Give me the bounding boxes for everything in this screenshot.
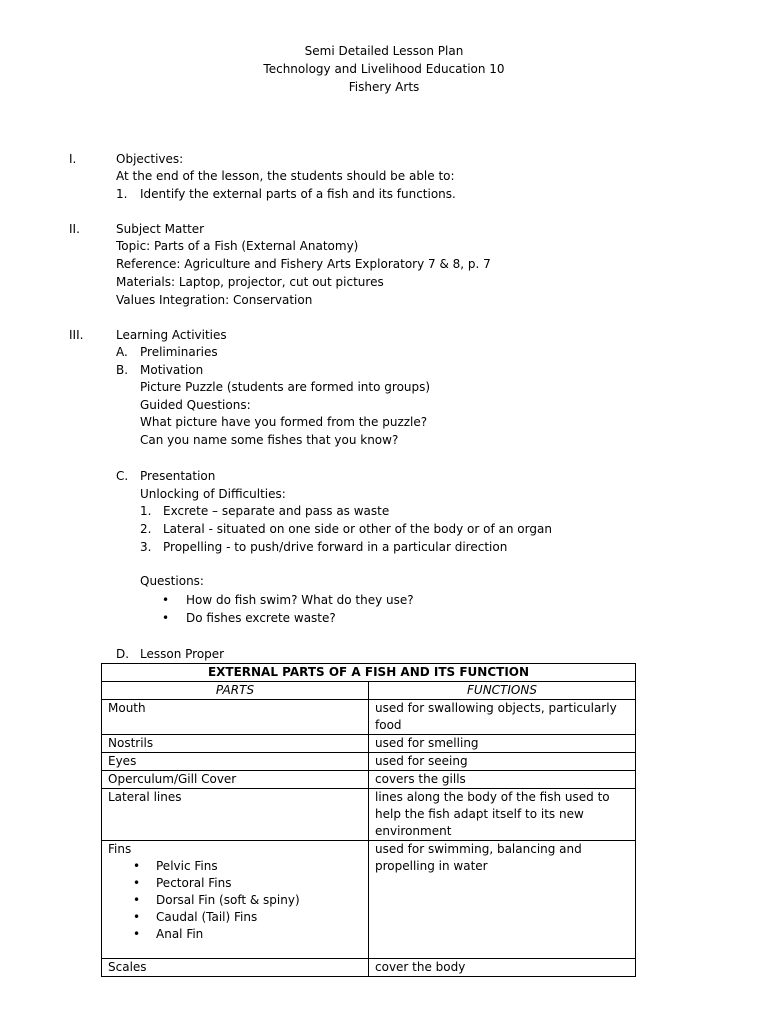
objective-number: 1. [116,187,128,201]
table-header-row [102,682,636,700]
fish-parts-table [101,663,636,977]
activity-letter-b: B. [116,363,129,377]
table-row [102,959,636,977]
part-cell: Operculum/Gill Cover [102,771,369,789]
difficulty-item: Lateral - situated on one side or other of the body or of an organ [163,522,552,536]
activity-preliminaries: Preliminaries [140,345,218,359]
activity-presentation: Presentation [140,469,216,483]
question-item: Do fishes excrete waste? [186,611,336,625]
activity-letter-d: D. [116,647,130,661]
subject-topic: Topic: Parts of a Fish (External Anatomy) [116,239,359,253]
section-numeral-2: II. [69,222,80,236]
list-item: • Pelvic Fins [156,858,362,875]
section-numeral-1: I. [69,152,77,166]
difficulty-number: 1. [140,504,152,518]
learning-activities-heading: Learning Activities [116,328,227,342]
table-row [102,771,636,789]
list-item: • Pectoral Fins [156,875,362,892]
difficulty-number: 2. [140,522,152,536]
activity-lesson-proper: Lesson Proper [140,647,225,661]
part-cell: Scales [102,959,369,977]
function-cell: used for smelling [369,735,636,753]
function-cell: lines along the body of the fish used to help the fish adapt itself to its new environment [369,789,636,841]
column-header-functions: FUNCTIONS [369,682,636,700]
function-cell: used for seeing [369,753,636,771]
title-line-3: Fishery Arts [348,80,420,94]
bullet: • [162,593,170,607]
part-cell: Lateral lines [102,789,369,841]
part-cell: Mouth [102,700,369,735]
section-numeral-3: III. [69,328,84,342]
questions-label: Questions: [140,574,204,588]
objectives-intro: At the end of the lesson, the students should be able to: [116,169,455,183]
bullet: • [162,611,170,625]
list-item: • Caudal (Tail) Fins [156,909,362,926]
objectives-heading: Objectives: [116,152,184,166]
table-caption-row [102,664,636,682]
fins-label: Fins [108,842,132,856]
part-cell: Nostrils [102,735,369,753]
question-item: How do fish swim? What do they use? [186,593,414,607]
function-cell: cover the body [369,959,636,977]
fins-list [108,858,362,943]
list-item: • Anal Fin [156,926,362,943]
subject-reference: Reference: Agriculture and Fishery Arts Exploratory 7 & 8, p. 7 [116,257,491,271]
list-item: • Dorsal Fin (soft & spiny) [156,892,362,909]
difficulty-item: Excrete – separate and pass as waste [163,504,390,518]
table-row [102,700,636,735]
function-cell: used for swallowing objects, particularly food [369,700,636,735]
objective-item: Identify the external parts of a fish and its functions. [140,187,456,201]
activity-motivation: Motivation [140,363,204,377]
difficulty-number: 3. [140,540,152,554]
motivation-line-3: What picture have you formed from the puzzle? [140,415,428,429]
motivation-line-2: Guided Questions: [140,398,251,412]
subject-materials: Materials: Laptop, projector, cut out pictures [116,275,384,289]
motivation-line-4: Can you name some fishes that you know? [140,433,399,447]
function-cell: covers the gills [369,771,636,789]
table-row [102,841,636,959]
subject-matter-heading: Subject Matter [116,222,205,236]
title-line-2: Technology and Livelihood Education 10 [263,62,505,76]
title-line-1: Semi Detailed Lesson Plan [304,44,464,58]
function-cell: used for swimming, balancing and propelling in water [369,841,636,959]
activity-letter-a: A. [116,345,128,359]
part-cell [102,841,369,959]
table-row [102,735,636,753]
motivation-line-1: Picture Puzzle (students are formed into groups) [140,380,431,394]
part-cell: Eyes [102,753,369,771]
presentation-line-1: Unlocking of Difficulties: [140,487,286,501]
table-row [102,789,636,841]
table-row [102,753,636,771]
column-header-parts: PARTS [102,682,369,700]
table-caption: EXTERNAL PARTS OF A FISH AND ITS FUNCTION [102,664,636,682]
difficulty-item: Propelling - to push/drive forward in a particular direction [163,540,508,554]
subject-values: Values Integration: Conservation [116,293,313,307]
activity-letter-c: C. [116,469,129,483]
